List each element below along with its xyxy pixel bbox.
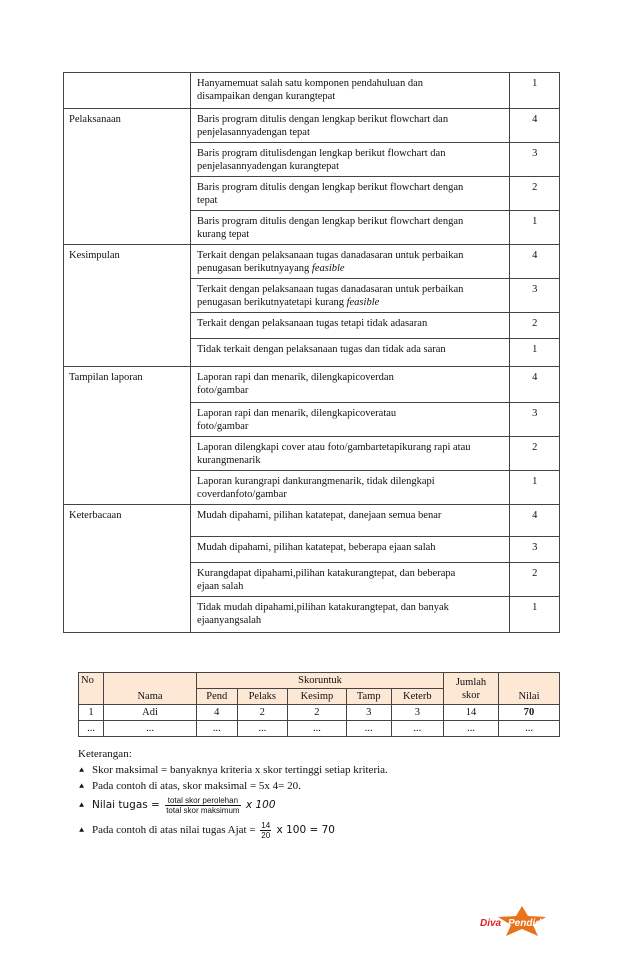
cell-jumlah: 14 bbox=[444, 705, 499, 721]
descriptor-line: Terkait dengan pelaksanaan tugas danadasaran untuk perbaikan bbox=[197, 284, 464, 295]
descriptor-line: Terkait dengan pelaksanaan tugas tetapi tidak adasaran bbox=[197, 318, 428, 329]
descriptor-line: penjelasannyadengan kurangtepat bbox=[197, 161, 340, 172]
descriptor-line: Baris program ditulisdengan lengkap berikut flowchart dan bbox=[197, 148, 446, 159]
notes-title: Keterangan: bbox=[78, 748, 132, 760]
score-cell: 3 bbox=[510, 279, 560, 313]
descriptor-line: foto/gambar bbox=[197, 421, 249, 432]
descriptor-line: tepat bbox=[197, 195, 218, 206]
example-fraction: $\frac{14}{20}$ bbox=[261, 821, 271, 840]
score-cell: 4 bbox=[510, 245, 560, 279]
criterion-cell: Keterbacaan bbox=[64, 505, 191, 633]
table-row bbox=[64, 367, 560, 403]
note-line: ⯅ Skor maksimal = banyaknya kriteria x skor tertinggi setiap kriteria. bbox=[78, 764, 388, 776]
score-cell: 3 bbox=[510, 143, 560, 177]
table-row bbox=[64, 505, 560, 537]
criterion-cell: Pelaksanaan bbox=[64, 109, 191, 245]
cell-no: 1 bbox=[79, 705, 104, 721]
header-nilai: Nilai bbox=[499, 673, 560, 705]
arrowhead-bullet-icon: ⯅ bbox=[78, 781, 86, 791]
cell-keterb: 3 bbox=[391, 705, 443, 721]
table-row bbox=[64, 73, 560, 109]
cell-pelaks: 2 bbox=[237, 705, 288, 721]
descriptor-line: Mudah dipahami, pilihan katatepat, danejaan semua benar bbox=[197, 510, 442, 521]
cell-tamp: 3 bbox=[346, 705, 391, 721]
descriptor-cell bbox=[191, 279, 510, 313]
descriptor-cell bbox=[191, 437, 510, 471]
header-nama: Nama bbox=[104, 673, 197, 705]
arrowhead-bullet-icon: ⯅ bbox=[78, 765, 86, 775]
header-jumlah: Jumlah skor bbox=[444, 673, 499, 705]
descriptor-line: Tidak terkait dengan pelaksanaan tugas dan tidak ada saran bbox=[197, 344, 446, 355]
descriptor-cell bbox=[191, 471, 510, 505]
descriptor-cell bbox=[191, 403, 510, 437]
descriptor-cell bbox=[191, 245, 510, 279]
score-cell: 3 bbox=[510, 403, 560, 437]
table-row bbox=[64, 109, 560, 143]
descriptor-line: Terkait dengan pelaksanaan tugas danadasaran untuk perbaikan bbox=[197, 250, 464, 261]
descriptor-line: kurangmenarik bbox=[197, 455, 261, 466]
descriptor-cell bbox=[191, 367, 510, 403]
arrowhead-bullet-icon: ⯅ bbox=[78, 800, 86, 811]
header-skor: Skoruntuk bbox=[197, 673, 444, 689]
descriptor-cell bbox=[191, 505, 510, 537]
arrowhead-bullet-icon: ⯅ bbox=[78, 825, 86, 836]
descriptor-line: Laporan rapi dan menarik, dilengkapicoveratau bbox=[197, 408, 397, 419]
descriptor-cell bbox=[191, 339, 510, 367]
notes-section bbox=[78, 746, 558, 840]
descriptor-line: Kurangdapat dipahami,pilihan katakurangtepat, dan beberapa bbox=[197, 568, 456, 579]
score-table bbox=[78, 672, 560, 737]
subheader-kesimp: Kesimp bbox=[288, 689, 347, 705]
criterion-cell bbox=[64, 73, 191, 109]
descriptor-cell bbox=[191, 177, 510, 211]
italic-term: feasible bbox=[311, 263, 345, 274]
cell-jumlah: ... bbox=[444, 721, 499, 737]
note-formula-line: ⯅ Nilai tugas = $\frac{\text{total skor perolehan}}{\text{total skor maksimum}}$ x 100 bbox=[78, 796, 276, 815]
descriptor-line: Baris program ditulis dengan lengkap berikut flowchart dan bbox=[197, 114, 449, 125]
note-line: ⯅ Pada contoh di atas, skor maksimal = 5x 4= 20. bbox=[78, 780, 301, 792]
cell-kesimp: 2 bbox=[288, 705, 347, 721]
subheader-pelaks: Pelaks bbox=[237, 689, 288, 705]
score-cell: 1 bbox=[510, 211, 560, 245]
cell-pend: 4 bbox=[197, 705, 238, 721]
descriptor-line: penjelasannyadengan tepat bbox=[197, 127, 310, 138]
cell-nama: ... bbox=[104, 721, 197, 737]
descriptor-cell bbox=[191, 537, 510, 563]
score-cell: 2 bbox=[510, 563, 560, 597]
score-cell: 4 bbox=[510, 505, 560, 537]
descriptor-line: Mudah dipahami, pilihan katatepat, beberapa ejaan salah bbox=[197, 542, 436, 553]
header-no: No bbox=[79, 673, 104, 705]
table-row bbox=[79, 705, 560, 721]
cell-kesimp: ... bbox=[288, 721, 347, 737]
table-row bbox=[64, 245, 560, 279]
subheader-keterb: Keterb bbox=[391, 689, 443, 705]
descriptor-cell bbox=[191, 597, 510, 633]
descriptor-cell bbox=[191, 211, 510, 245]
criterion-cell: Tampilan laporan bbox=[64, 367, 191, 505]
cell-nilai: ... bbox=[499, 721, 560, 737]
descriptor-line: Laporan rapi dan menarik, dilengkapicoverdan bbox=[197, 372, 394, 383]
descriptor-line: penugasan berikutnyatetapi kurang bbox=[197, 297, 347, 308]
score-cell: 1 bbox=[510, 597, 560, 633]
subheader-tamp: Tamp bbox=[346, 689, 391, 705]
score-cell: 4 bbox=[510, 109, 560, 143]
score-cell: 4 bbox=[510, 367, 560, 403]
score-cell: 2 bbox=[510, 177, 560, 211]
table-row bbox=[79, 721, 560, 737]
descriptor-cell bbox=[191, 143, 510, 177]
subheader-pend: Pend bbox=[197, 689, 238, 705]
descriptor-line: Laporan dilengkapi cover atau foto/gambartetapikurang rapi atau bbox=[197, 442, 471, 453]
descriptor-line: Tidak mudah dipahami,pilihan katakurangtepat, dan banyak bbox=[197, 602, 449, 613]
cell-pend: ... bbox=[197, 721, 238, 737]
descriptor-line: Baris program ditulis dengan lengkap berikut flowchart dengan bbox=[197, 216, 464, 227]
descriptor-cell bbox=[191, 563, 510, 597]
descriptor-line: foto/gambar bbox=[197, 385, 249, 396]
cell-no: ... bbox=[79, 721, 104, 737]
score-cell: 3 bbox=[510, 537, 560, 563]
score-cell: 1 bbox=[510, 339, 560, 367]
descriptor-line: Laporan kurangrapi dankurangmenarik, tidak dilengkapi bbox=[197, 476, 435, 487]
score-cell: 2 bbox=[510, 437, 560, 471]
cell-pelaks: ... bbox=[237, 721, 288, 737]
criterion-cell: Kesimpulan bbox=[64, 245, 191, 367]
score-cell: 2 bbox=[510, 313, 560, 339]
score-cell: 1 bbox=[510, 73, 560, 109]
descriptor-line: Hanyamemuat salah satu komponen pendahuluan dan bbox=[197, 78, 424, 89]
descriptor-cell bbox=[191, 73, 510, 109]
cell-nilai: 70 bbox=[499, 705, 560, 721]
descriptor-line: kurang tepat bbox=[197, 229, 250, 240]
descriptor-line: ejaanyangsalah bbox=[197, 615, 262, 626]
note-formula-line: ⯅ Pada contoh di atas nilai tugas Ajat = $\frac{14}{20}$ x 100 = 70 bbox=[78, 821, 335, 840]
score-cell: 1 bbox=[510, 471, 560, 505]
descriptor-line: ejaan salah bbox=[197, 581, 244, 592]
italic-term: feasible bbox=[346, 297, 380, 308]
descriptor-cell bbox=[191, 109, 510, 143]
formula-fraction: $\frac{\text{total skor perolehan}}{\text{total skor maksimum}}$ bbox=[166, 796, 240, 815]
descriptor-line: Baris program ditulis dengan lengkap berikut flowchart dengan bbox=[197, 182, 464, 193]
descriptor-line: disampaikan dengan kurangtepat bbox=[197, 91, 336, 102]
cell-keterb: ... bbox=[391, 721, 443, 737]
cell-nama: Adi bbox=[104, 705, 197, 721]
descriptor-cell bbox=[191, 313, 510, 339]
rubric-table bbox=[63, 72, 560, 633]
descriptor-line: coverdanfoto/gambar bbox=[197, 489, 287, 500]
descriptor-line: penugasan berikutnyayang bbox=[197, 263, 312, 274]
brand-logo: Diva Pendidikan bbox=[478, 912, 568, 936]
cell-tamp: ... bbox=[346, 721, 391, 737]
